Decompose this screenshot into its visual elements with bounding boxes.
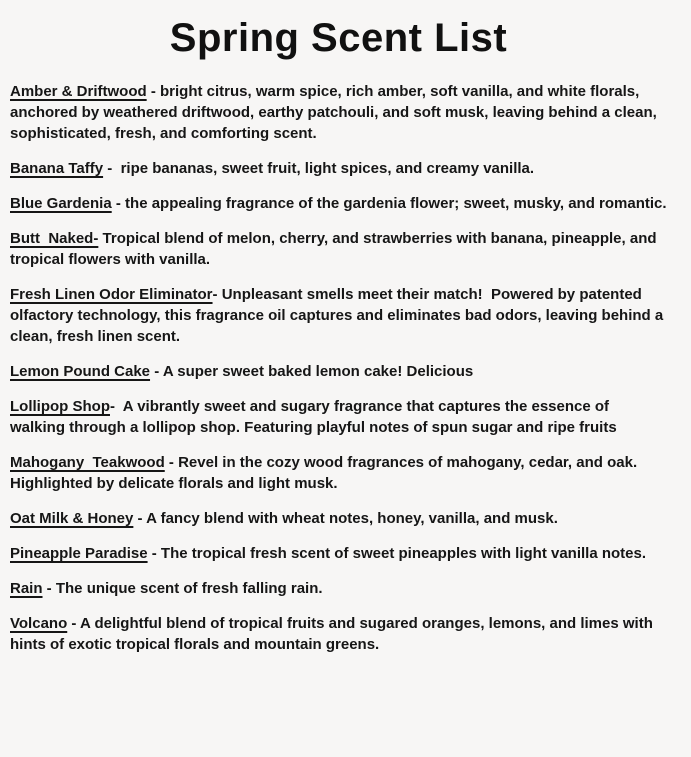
scent-entry <box>10 452 667 494</box>
scent-entry <box>10 193 667 214</box>
scent-separator: - <box>164 454 179 471</box>
scent-name: Banana Taffy <box>10 160 104 177</box>
scent-name: Fresh Linen Odor Eliminator <box>10 286 213 303</box>
scent-description: Revel in the cozy wood fragrances of mahogany, cedar, and oak. Highlighted by delicate florals and light musk. <box>10 454 642 492</box>
scent-name: Lemon Pound Cake <box>10 363 151 380</box>
page-title: Spring Scent List <box>169 16 508 60</box>
scent-description: Unpleasant smells meet their match! Powered by patented olfactory technology, this fragrance oil captures and eliminates bad odors, leaving behind a clean, fresh linen scent. <box>10 286 668 345</box>
scent-entry <box>10 543 667 564</box>
scent-separator: - <box>67 615 81 632</box>
scent-description: bright citrus, warm spice, rich amber, soft vanilla, and white florals, anchored by weathered driftwood, earthy patchouli, and soft musk, leaving behind a clean, sophisticated, fresh, and comforting scent. <box>10 83 661 142</box>
scent-entry <box>10 508 667 529</box>
scent-name: Blue Gardenia <box>10 195 112 212</box>
scent-separator: - <box>147 545 161 562</box>
scent-separator: - <box>42 580 56 597</box>
scent-entry <box>10 228 667 270</box>
scent-name: Mahogany Teakwood <box>10 454 165 471</box>
scent-description: A vibrantly sweet and sugary fragrance that captures the essence of walking through a lollipop shop. Featuring playful notes of spun sugar and ripe fruits <box>10 398 617 436</box>
scent-entry <box>10 578 667 599</box>
scent-name: Amber & Driftwood <box>10 83 147 100</box>
scent-separator: - <box>212 286 222 303</box>
scent-description: A delightful blend of tropical fruits and sugared oranges, lemons, and limes with hints of exotic tropical florals and mountain greens. <box>10 615 658 653</box>
scent-name: Butt Naked- <box>10 230 99 247</box>
scent-description: The unique scent of fresh falling rain. <box>55 580 323 597</box>
scent-name: Lollipop Shop <box>10 398 110 415</box>
scent-description: ripe bananas, sweet fruit, light spices, and creamy vanilla. <box>120 160 535 177</box>
scent-entry <box>10 613 667 655</box>
scent-separator: - <box>109 398 123 415</box>
scent-entry <box>10 158 667 179</box>
scent-name: Rain <box>10 580 43 597</box>
scent-description: A fancy blend with wheat notes, honey, vanilla, and musk. <box>146 510 558 527</box>
scent-separator: - <box>111 195 126 212</box>
scent-separator: - <box>103 160 121 177</box>
scent-description: A super sweet baked lemon cake! Delicious <box>162 363 474 380</box>
scent-name: Oat Milk & Honey <box>10 510 134 527</box>
scent-entry <box>10 81 667 144</box>
scent-description: The tropical fresh scent of sweet pineapples with light vanilla notes. <box>160 545 647 562</box>
scent-separator: - <box>150 363 163 380</box>
scent-entry <box>10 361 667 382</box>
scent-separator: - <box>133 510 147 527</box>
scent-separator: - <box>146 83 161 100</box>
scent-entry <box>10 284 667 347</box>
scent-entry <box>10 396 667 438</box>
scent-name: Pineapple Paradise <box>10 545 148 562</box>
scent-description: the appealing fragrance of the gardenia flower; sweet, musky, and romantic. <box>125 195 667 212</box>
scent-list <box>10 81 667 655</box>
scent-name: Volcano <box>10 615 68 632</box>
scent-description: Tropical blend of melon, cherry, and strawberries with banana, pineapple, and tropical flowers with vanilla. <box>10 230 661 268</box>
